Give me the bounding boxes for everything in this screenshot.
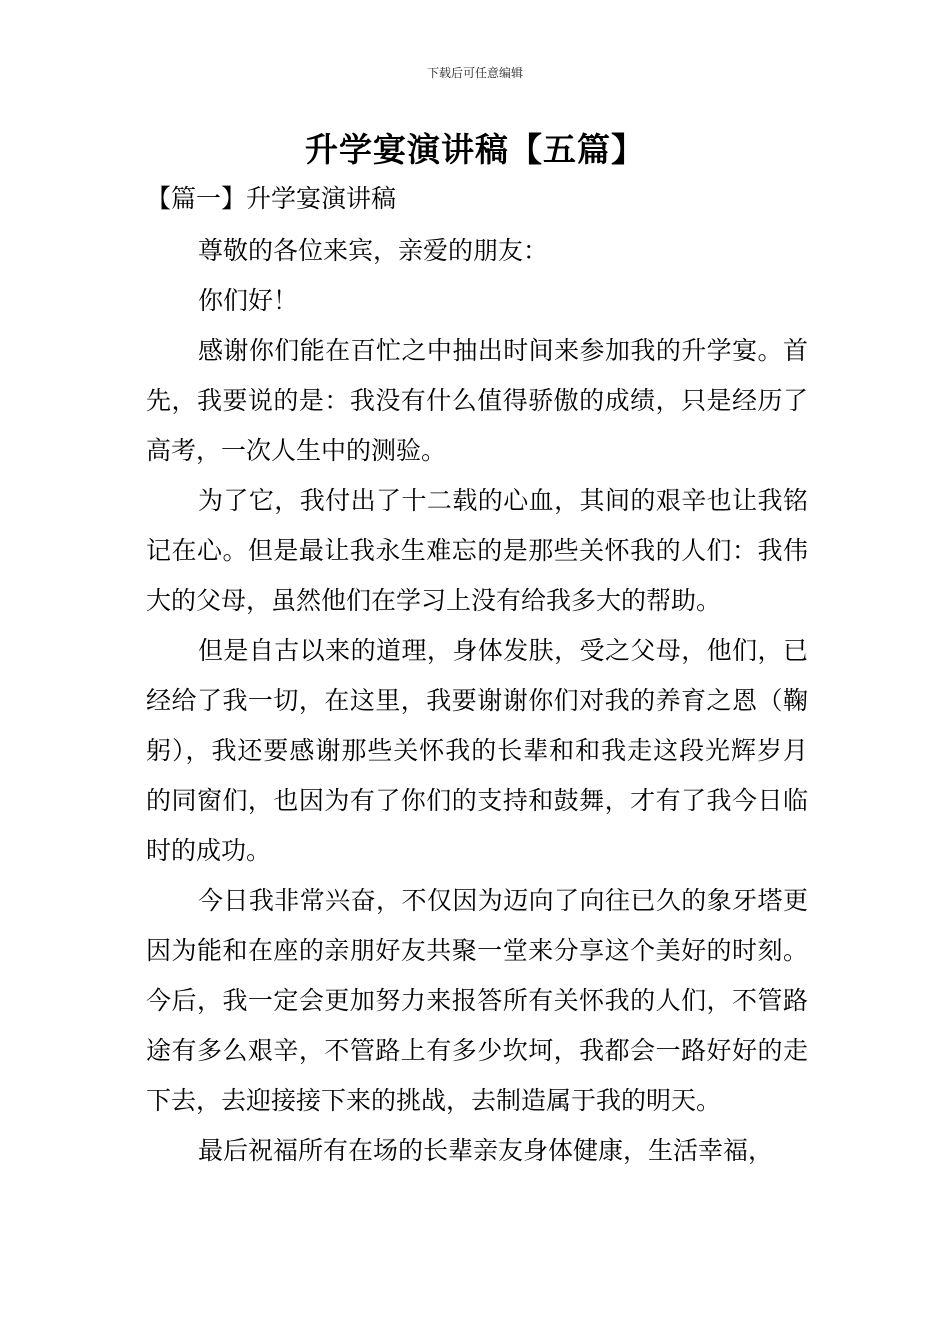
paragraph-thanks: 感谢你们能在百忙之中抽出时间来参加我的升学宴。首先，我要说的是：我没有什么值得骄傲的成绩，只是经历了高考，一次人生中的测验。 bbox=[146, 336, 808, 465]
paragraph-hello: 你们好！ bbox=[198, 286, 299, 315]
header-note: 下载后可任意编辑 bbox=[426, 66, 523, 80]
paragraph-effort: 为了它，我付出了十二载的心血，其间的艰辛也让我铭记在心。但是最让我永生难忘的是那些关怀我的人们：我伟大的父母，虽然他们在学习上没有给我多大的帮助。 bbox=[146, 486, 808, 615]
section-heading: 【篇一】升学宴演讲稿 bbox=[146, 184, 397, 213]
paragraph-greeting: 尊敬的各位来宾，亲爱的朋友： bbox=[198, 236, 549, 265]
body-text bbox=[146, 226, 808, 1176]
document-title: 升学宴演讲稿【五篇】 bbox=[305, 130, 645, 169]
paragraph-future: 今日我非常兴奋，不仅因为迈向了向往已久的象牙塔更因为能和在座的亲朋好友共聚一堂来分享这个美好的时刻。今后，我一定会更加努力来报答所有关怀我的人们，不管路途有多么艰辛，不管路上有多少坎坷，我都会一路好好的走下去，去迎接接下来的挑战，去制造属于我的明天。 bbox=[146, 886, 808, 1115]
paragraph-closing: 最后祝福所有在场的长辈亲友身体健康，生活幸福， bbox=[198, 1136, 774, 1165]
paragraph-parents: 但是自古以来的道理，身体发肤，受之父母，他们，已经给了我一切，在这里，我要谢谢你们对我的养育之恩（鞠躬），我还要感谢那些关怀我的长辈和和我走这段光辉岁月的同窗们，也因为有了你们的支持和鼓舞，才有了我今日临时的成功。 bbox=[146, 636, 808, 865]
